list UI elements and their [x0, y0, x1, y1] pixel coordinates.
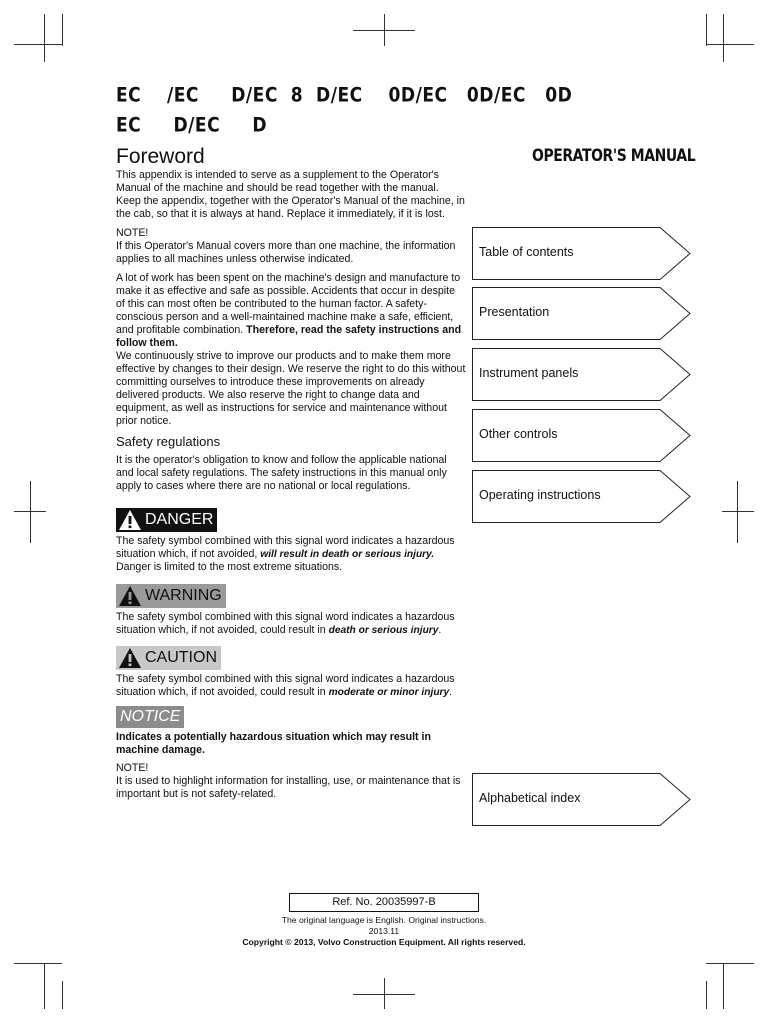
- safety-note: [116, 762, 466, 801]
- warning-triangle-icon: [118, 509, 142, 531]
- foreword-body: [116, 272, 466, 428]
- safety-note-label: NOTE!: [116, 762, 149, 774]
- nav-tab-alphabetical-index[interactable]: [472, 773, 690, 825]
- caution-label: CAUTION: [145, 649, 217, 666]
- nav-tab-operating-instructions[interactable]: [472, 470, 690, 522]
- caution-emphasis: moderate or minor injury: [328, 687, 450, 698]
- nav-tab-label: Other controls: [479, 427, 558, 441]
- foreword-note: [116, 227, 466, 266]
- nav-tab-label: Presentation: [479, 305, 550, 319]
- safety-reminder: Therefore, read the safety instructions and follow them.: [116, 324, 462, 349]
- notice-text: Indicates a potentially hazardous situation which may result in machine damage.: [116, 731, 431, 756]
- foreword-intro: [116, 169, 466, 221]
- manual-title: OPERATOR'S MANUAL: [532, 146, 696, 166]
- nav-tab-label: Table of contents: [479, 245, 574, 259]
- nav-tab-table-of-contents[interactable]: [472, 227, 690, 279]
- model-list-line-1: EC /EC D/EC 8 D/EC 0D/EC 0D/EC 0D: [116, 83, 573, 107]
- caution-signal: [116, 646, 221, 670]
- foreword-heading: Foreword: [116, 145, 205, 168]
- note-text: If this Operator's Manual covers more than one machine, the information applies to all machines unless otherwise indicated.: [116, 240, 456, 265]
- warning-triangle-icon: [118, 585, 142, 607]
- danger-label: DANGER: [145, 511, 214, 528]
- danger-emphasis: will result in death or serious injury.: [260, 549, 435, 560]
- nav-tab-presentation[interactable]: [472, 287, 690, 339]
- foreword-paragraph-3: We continuously strive to improve our products and to make them more effective by changes to their design. We reserve the right to do this without committing ourselves to introduce these improvements on already delivered products. We also reserve the right to change data and equipment, as well as instructions for service and maintenance without prior notice.: [116, 350, 466, 427]
- warning-signal: [116, 584, 226, 608]
- note-label: NOTE!: [116, 227, 149, 239]
- warning-label: WARNING: [145, 587, 222, 604]
- nav-tab-label: Instrument panels: [479, 366, 579, 380]
- caution-description: [116, 673, 466, 699]
- safety-note-text: It is used to highlight information for installing, use, or maintenance that is important but is not safety-related.: [116, 775, 461, 800]
- danger-text-a: The safety symbol combined with this signal word indicates a hazardous situation which, if not avoided,: [116, 535, 455, 560]
- danger-signal: [116, 508, 217, 532]
- warning-description: [116, 611, 466, 637]
- warning-triangle-icon: [118, 647, 142, 669]
- notice-label: NOTICE: [120, 708, 181, 725]
- safety-regulations-heading: Safety regulations: [116, 434, 221, 449]
- foreword-paragraph-2: A lot of work has been spent on the machine's design and manufacture to make it as effective and safe as possible. Accidents that occur in despite of this can most often be contributed to the human factor. A safety-conscious person and a well-maintained machine make a safe, efficient, and profitable combination.: [116, 272, 461, 336]
- danger-text-b: Danger is limited to the most extreme situations.: [116, 561, 343, 573]
- warning-text-a: The safety symbol combined with this signal word indicates a hazardous situation which, if not avoided, could result in: [116, 611, 455, 636]
- caution-text-b: .: [449, 686, 453, 698]
- nav-tab-label: Alphabetical index: [479, 791, 581, 805]
- reference-number: Ref. No. 20035997-B: [289, 893, 479, 912]
- publication-date: 2013.11: [368, 926, 400, 936]
- warning-text-b: .: [438, 624, 442, 636]
- nav-tab-other-controls[interactable]: [472, 409, 690, 461]
- foreword-intro-text: This appendix is intended to serve as a supplement to the Operator's Manual of the machine and should be read together with the manual. Keep the appendix, together with the Operator's Manual of the machine, in the cab, so that it is always at hand. Replace it immediately, if it is lost.: [116, 169, 465, 220]
- danger-description: [116, 535, 466, 574]
- notice-signal: [116, 706, 184, 728]
- original-language-note: The original language is English. Original instructions.: [281, 915, 487, 925]
- copyright-notice: Copyright © 2013, Volvo Construction Equipment. All rights reserved.: [242, 937, 526, 947]
- nav-tab-instrument-panels[interactable]: [472, 348, 690, 400]
- warning-emphasis: death or serious injury: [328, 625, 439, 636]
- model-list-line-2: EC D/EC D: [116, 113, 268, 137]
- nav-tab-label: Operating instructions: [479, 488, 601, 502]
- safety-regulations-text: It is the operator's obligation to know and follow the applicable national and local safety regulations. The safety instructions in this manual only apply to cases where there are no national or local regulations.: [116, 454, 447, 492]
- caution-text-a: The safety symbol combined with this signal word indicates a hazardous situation which, if not avoided, could result in: [116, 673, 455, 698]
